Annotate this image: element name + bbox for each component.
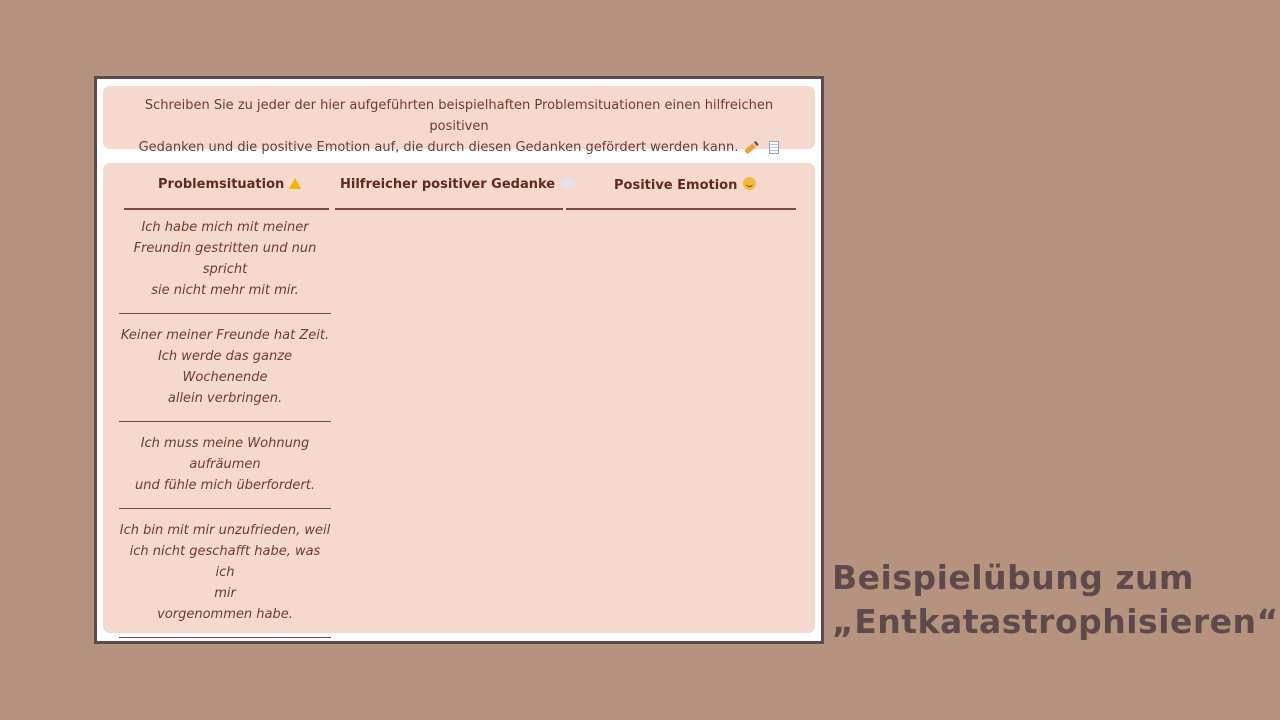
row-separator — [119, 637, 331, 638]
problem-text-line: mir — [214, 586, 236, 601]
problem-text-line: spricht — [202, 262, 248, 277]
header-problem-situation — [158, 177, 301, 192]
header-positive-emotion-label: Positive Emotion — [614, 178, 738, 193]
problem-item — [119, 325, 331, 409]
problem-text-line: Freundin gestritten und nun — [133, 241, 317, 256]
header-helpful-thought-label: Hilfreicher positiver Gedanke — [340, 177, 556, 192]
problem-text-line: Keiner meiner Freunde hat Zeit. — [120, 328, 330, 343]
warning-icon — [289, 178, 301, 189]
problem-item — [119, 433, 331, 496]
slide-title-line-2: „Entkatastrophisieren“ — [832, 602, 1279, 641]
problem-text-line: allein verbringen. — [167, 391, 283, 406]
smiley-icon — [743, 177, 756, 190]
instructions-box — [103, 86, 815, 155]
row-separator — [119, 421, 331, 422]
memo-icon — [769, 141, 779, 154]
problem-text-line: Ich werde das ganze — [157, 349, 293, 364]
problem-text-line: aufräumen — [189, 457, 261, 472]
worksheet-frame — [94, 76, 824, 644]
problem-item — [119, 520, 331, 625]
slide-title-line-1: Beispielübung zum — [832, 558, 1194, 597]
problem-text-line: Wochenende — [182, 370, 268, 385]
problem-text-line: ich nicht geschafft habe, was ich — [129, 544, 321, 580]
problem-list — [119, 217, 331, 649]
slide-title — [832, 556, 1279, 644]
exercise-table — [103, 163, 815, 633]
problem-text-line: Ich bin mit mir unzufrieden, weil — [119, 523, 331, 538]
header-divider — [566, 208, 796, 210]
row-separator — [119, 313, 331, 314]
instructions-line-2: Gedanken und die positive Emotion auf, die durch diesen Gedanken gefördert werden kann. — [138, 140, 739, 155]
header-positive-emotion — [614, 177, 756, 193]
header-divider — [124, 208, 329, 210]
thought-bubble-icon — [561, 178, 575, 188]
problem-text-line: sie nicht mehr mit mir. — [151, 283, 299, 298]
problem-text-line: Ich habe mich mit meiner — [141, 220, 309, 235]
problem-item — [119, 217, 331, 301]
pencil-icon — [745, 141, 760, 154]
header-helpful-thought — [340, 177, 575, 192]
problem-text-line: Ich muss meine Wohnung — [140, 436, 310, 451]
header-divider — [335, 208, 563, 210]
row-separator — [119, 508, 331, 509]
instructions-line-1: Schreiben Sie zu jeder der hier aufgeführten beispielhaften Problemsituationen einen hilfreichen positiven — [144, 98, 774, 134]
problem-text-line: vorgenommen habe. — [157, 607, 293, 622]
problem-text-line: und fühle mich überfordert. — [135, 478, 315, 493]
header-problem-situation-label: Problemsituation — [158, 177, 285, 192]
